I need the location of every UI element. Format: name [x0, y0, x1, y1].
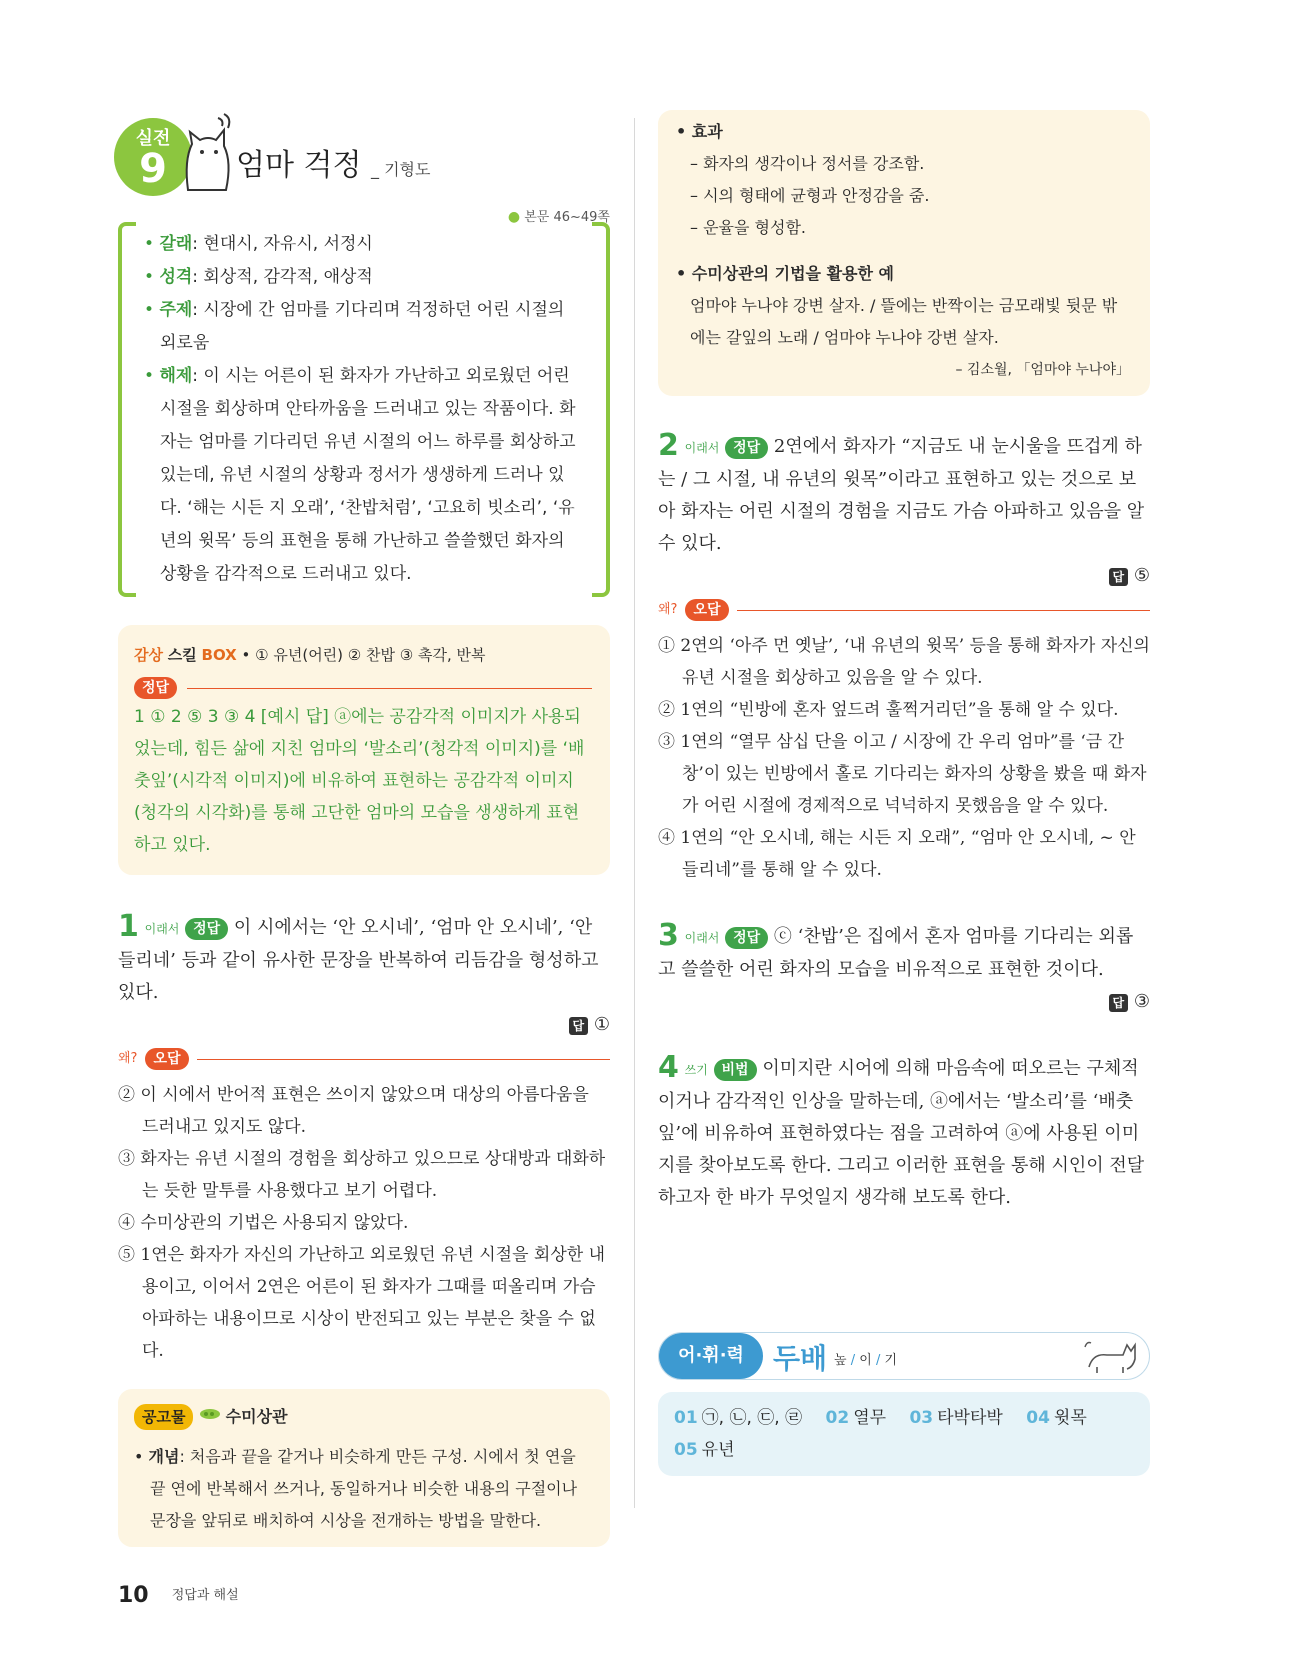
cat-icon	[178, 110, 236, 198]
question-number: 2	[658, 428, 679, 463]
answer-mark: 답 ⑤	[658, 560, 1150, 592]
wrong-divider: 왜? 오답	[118, 1043, 610, 1075]
poem-author: _ 기형도	[371, 160, 431, 179]
column-divider	[634, 118, 635, 1508]
effect-heading: • 효과	[676, 122, 723, 141]
wrong-item: ⑤ 1연은 화자가 자신의 가난하고 외로웠던 유년 시절을 회상한 내용이고, 이어서 2연은 어른이 된 화자가 그때를 떠올리며 가슴 아파하는 내용이므로 시상이 반전되고 있는 부분은 찾을 수 없다.	[118, 1245, 605, 1361]
footer-label: 정답과 해설	[171, 1588, 239, 1603]
effect-item: – 화자의 생각이나 정서를 강조함.	[690, 154, 925, 173]
study-title: 수미상관	[225, 1407, 288, 1426]
info-item-theme: • 주제: 시장에 간 엄마를 기다리며 걱정하던 어린 시절의 외로움	[144, 300, 565, 353]
vocab-item: 05 유년	[674, 1440, 735, 1460]
question-3: 3 이래서 정답 ⓒ ‘찬밥’은 집에서 혼자 엄마를 기다리는 외롭고 쓸쓸한 어린 화자의 모습을 비유적으로 표현한 것이다. 답 ③	[658, 920, 1150, 1018]
page-number: 10	[118, 1583, 149, 1608]
wrong-item: ② 이 시에서 반어적 표현은 쓰이지 않았으며 대상의 아름다움을 드러내고 있지도 않다.	[118, 1085, 589, 1137]
question-number: 1	[118, 909, 139, 944]
question-2-text: 2연에서 화자가 “지금도 내 눈시울을 뜨겁게 하는 / 그 시절, 내 유년의 윗목”이라고 표현하고 있는 것으로 보아 화자는 어린 시절의 경험을 지금도 가슴 아파하고 있음을 알 수 있다.	[658, 436, 1145, 554]
vocab-subtitle: 높 / 이 / 기	[834, 1353, 898, 1368]
correct-badge: 정답	[185, 918, 228, 940]
skill-answer: 1 ① 2 ⑤ 3 ③ 4 [예시 답] ⓐ에는 공감각적 이미지가 사용되었는데, 힘든 삶에 지친 엄마의 ‘발소리’(청각적 이미지)를 ‘배춧잎’(시각적 이미지)에 비유하여 표현하는 공감각적 이미지(청각의 시각화)를 통해 고단한 엄마의 모습을 생생하게 표현하고 있다.	[134, 707, 585, 855]
vocab-pill: 어·휘·력	[659, 1333, 763, 1379]
page-footer	[118, 1583, 239, 1608]
poem-info-box	[118, 222, 610, 597]
info-item-character: • 성격: 회상적, 감각적, 애상적	[144, 267, 373, 287]
answer-divider	[134, 677, 592, 699]
effect-box	[658, 110, 1150, 396]
poem-title	[236, 140, 430, 184]
wrong-list	[118, 1079, 610, 1367]
answer-icon: 답	[1109, 568, 1129, 586]
example-heading: • 수미상관의 기법을 활용한 예	[676, 264, 894, 283]
vocab-header	[658, 1332, 1150, 1380]
wrong-item: ① 2연의 ‘아주 먼 옛날’, ‘내 유년의 윗목’ 등을 통해 화자가 자신의 유년 시절을 회상하고 있음을 알 수 있다.	[658, 636, 1150, 688]
question-4: 4 쓰기 비법 이미지란 시어에 의해 마음속에 떠오르는 구체적이거나 감각적인 인상을 말하는데, ⓐ에서는 ‘발소리’를 ‘배춧잎’에 비유하여 표현하였다는 점을 고려하여 ⓐ에 사용된 이미지를 찾아보도록 한다. 그리고 이러한 표현을 통해 시인이 전달하고자 한 바가 무엇일지 생각해 보도록 한다.	[658, 1050, 1145, 1208]
question-number: 4	[658, 1050, 679, 1085]
example-source: – 김소월, 「엄마야 누나야」	[955, 362, 1130, 378]
section-header	[118, 110, 610, 225]
wrong-badge: 오답	[685, 599, 728, 621]
wrong-item: ③ 1연의 “열무 삼십 단을 이고 / 시장에 간 우리 엄마”를 ‘금 간 창’이 있는 빈방에서 홀로 기다리는 화자의 상황을 봤을 때 화자가 어린 시절에 경제적으로 넉넉하지 못했음을 알 수 있다.	[658, 732, 1147, 816]
skill-box	[118, 625, 610, 875]
correct-badge: 정답	[725, 437, 768, 459]
badge-number: 9	[139, 146, 167, 192]
study-box	[118, 1389, 610, 1547]
wrong-item: ④ 1연의 “안 오시네, 해는 시든 지 오래”, “엄마 안 오시네, ~ 안 들리네”를 통해 알 수 있다.	[658, 828, 1136, 880]
vocab-item: 01 ㉠, ㉡, ㉢, ㉣	[674, 1408, 803, 1428]
answer-mark: 답 ③	[658, 986, 1150, 1018]
question-4-text: 이미지란 시어에 의해 마음속에 떠오르는 구체적이거나 감각적인 인상을 말하는데, ⓐ에서는 ‘발소리’를 ‘배춧잎’에 비유하여 표현하였다는 점을 고려하여 ⓐ에 사용된 이미지를 찾아보도록 한다. 그리고 이러한 표현을 통해 시인이 전달하고자 한 바가 무엇일지 생각해 보도록 한다.	[658, 1058, 1145, 1208]
vocab-answers	[658, 1392, 1150, 1476]
cat-icon	[1083, 1337, 1139, 1375]
right-column	[658, 110, 1150, 1476]
question-1-text: 이 시에서는 ‘안 오시네’, ‘엄마 안 오시네’, ‘안 들리네’ 등과 같이 유사한 문장을 반복하여 리듬감을 형성하고 있다.	[118, 917, 599, 1003]
wrong-list	[658, 630, 1150, 886]
wrong-badge: 오답	[145, 1048, 188, 1070]
info-item-commentary: • 해제: 이 시는 어른이 된 화자가 가난하고 외로웠던 어린 시절을 회상하며 안타까움을 드러내고 있는 작품이다. 화자는 엄마를 기다리던 유년 시절의 어느 하루를 회상하고 있는데, 유년 시절의 상황과 정서가 생생하게 드러나 있다. ‘해는 시든 지 오래’, ‘찬밥처럼’, ‘고요히 빗소리’, ‘유년의 윗목’ 등의 표현을 통해 가난하고 쓸쓸했던 화자의 상황을 감각적으로 드러내고 있다.	[144, 366, 576, 584]
answer-icon: 답	[1109, 994, 1129, 1012]
badge-label: 실전	[135, 128, 171, 149]
vocab-item: 03 타박타박	[909, 1408, 1003, 1428]
study-badge: 공고물	[134, 1404, 193, 1430]
skill-box-content: • ① 유년(어린) ② 찬밥 ③ 촉각, 반복	[241, 646, 486, 664]
vocab-item: 04 윗목	[1026, 1408, 1087, 1428]
skill-box-title: 감상 스킬 BOX • ① 유년(어린) ② 찬밥 ③ 촉각, 반복	[134, 646, 486, 664]
wrong-item: ④ 수미상관의 기법은 사용되지 않았다.	[118, 1213, 409, 1233]
wrong-item: ② 1연의 “빈방에 혼자 엎드려 훌쩍거리던”을 통해 알 수 있다.	[658, 700, 1119, 720]
effect-item: – 운율을 형성함.	[690, 218, 806, 237]
vocab-title: 두배	[773, 1342, 828, 1375]
bracket-left	[118, 222, 136, 597]
answer-icon: 답	[569, 1017, 589, 1035]
example-text: 엄마야 누나야 강변 살자. / 뜰에는 반짝이는 금모래빛 뒷문 밖에는 갈잎의 노래 / 엄마야 누나야 강변 살자.	[690, 296, 1118, 347]
poem-title-text: 엄마 걱정	[236, 148, 362, 183]
info-item-genre: • 갈래: 현대시, 자유시, 서정시	[144, 234, 373, 254]
correct-badge: 정답	[725, 927, 768, 949]
question-2: 2 이래서 정답 2연에서 화자가 “지금도 내 눈시울을 뜨겁게 하는 / 그 시절, 내 유년의 윗목”이라고 표현하고 있는 것으로 보아 화자는 어린 시절의 경험을 지금도 가슴 아파하고 있음을 알 수 있다. 답 ⑤ 왜? 오답 ① 2연의 ‘아주 먼 옛날’, ‘내 유년의 윗목’ 등을 통해 화자가 자신의 유년 시절을 회상하고 있음을 알 수 있다. ② 1연의 “빈방에 혼자 엎드려 훌쩍거리던”을 통해 알 수 있다. ③ 1연의 “열무 삼십 단을 이고 / 시장에 간 우리 엄마”를 ‘금 간 창’이 있는 빈방에서 홀로 기다리는 화자의 상황을 봤을 때 화자가 어린 시절에 경제적으로 넉넉하지 못했음을 알 수 있다. ④ 1연의 “안 오시네, 해는 시든 지 오래”, “엄마 안 오시네, ~ 안 들리네”를 통해 알 수 있다.	[658, 430, 1150, 886]
effect-item: – 시의 형태에 균형과 안정감을 줌.	[690, 186, 930, 205]
vocab-item: 02 열무	[825, 1408, 887, 1428]
question-1: 1 이래서 정답 이 시에서는 ‘안 오시네’, ‘엄마 안 오시네’, ‘안 들리네’ 등과 같이 유사한 문장을 반복하여 리듬감을 형성하고 있다. 답 ① 왜? 오답 ② 이 시에서 반어적 표현은 쓰이지 않았으며 대상의 아름다움을 드러내고 있지도 않다. ③ 화자는 유년 시절의 경험을 회상하고 있으므로 상대방과 대화하는 듯한 말투를 사용했다고 보기 어렵다. ④ 수미상관의 기법은 사용되지 않았다. ⑤ 1연은 화자가 자신의 가난하고 외로웠던 유년 시절을 회상한 내용이고, 이어서 2연은 어른이 된 화자가 그때를 떠올리며 가슴 아파하는 내용이므로 시상이 반전되고 있는 부분은 찾을 수 없다.	[118, 911, 610, 1367]
page-reference-text: 본문 46~49쪽	[524, 210, 610, 225]
answer-badge: 정답	[134, 677, 177, 699]
left-column	[118, 110, 610, 1547]
question-3-text: ⓒ ‘찬밥’은 집에서 혼자 엄마를 기다리는 외롭고 쓸쓸한 어린 화자의 모습을 비유적으로 표현한 것이다.	[658, 926, 1134, 980]
tip-badge: 비법	[714, 1059, 757, 1081]
pea-pod-icon	[199, 1406, 221, 1422]
wrong-item: ③ 화자는 유년 시절의 경험을 회상하고 있으므로 상대방과 대화하는 듯한 말투를 사용했다고 보기 어렵다.	[118, 1149, 606, 1201]
answer-mark: 답 ①	[118, 1009, 610, 1041]
dot-icon: ●	[507, 209, 521, 225]
wrong-divider: 왜? 오답	[658, 594, 1150, 626]
study-concept: • 개념: 처음과 끝을 같거나 비슷하게 만든 구성. 시에서 첫 연을 끝 연에 반복해서 쓰거나, 동일하거나 비슷한 내용의 구절이나 문장을 앞뒤로 배치하여 시상을 전개하는 방법을 말한다.	[134, 1447, 578, 1530]
bracket-right	[592, 222, 610, 597]
question-number: 3	[658, 918, 679, 953]
